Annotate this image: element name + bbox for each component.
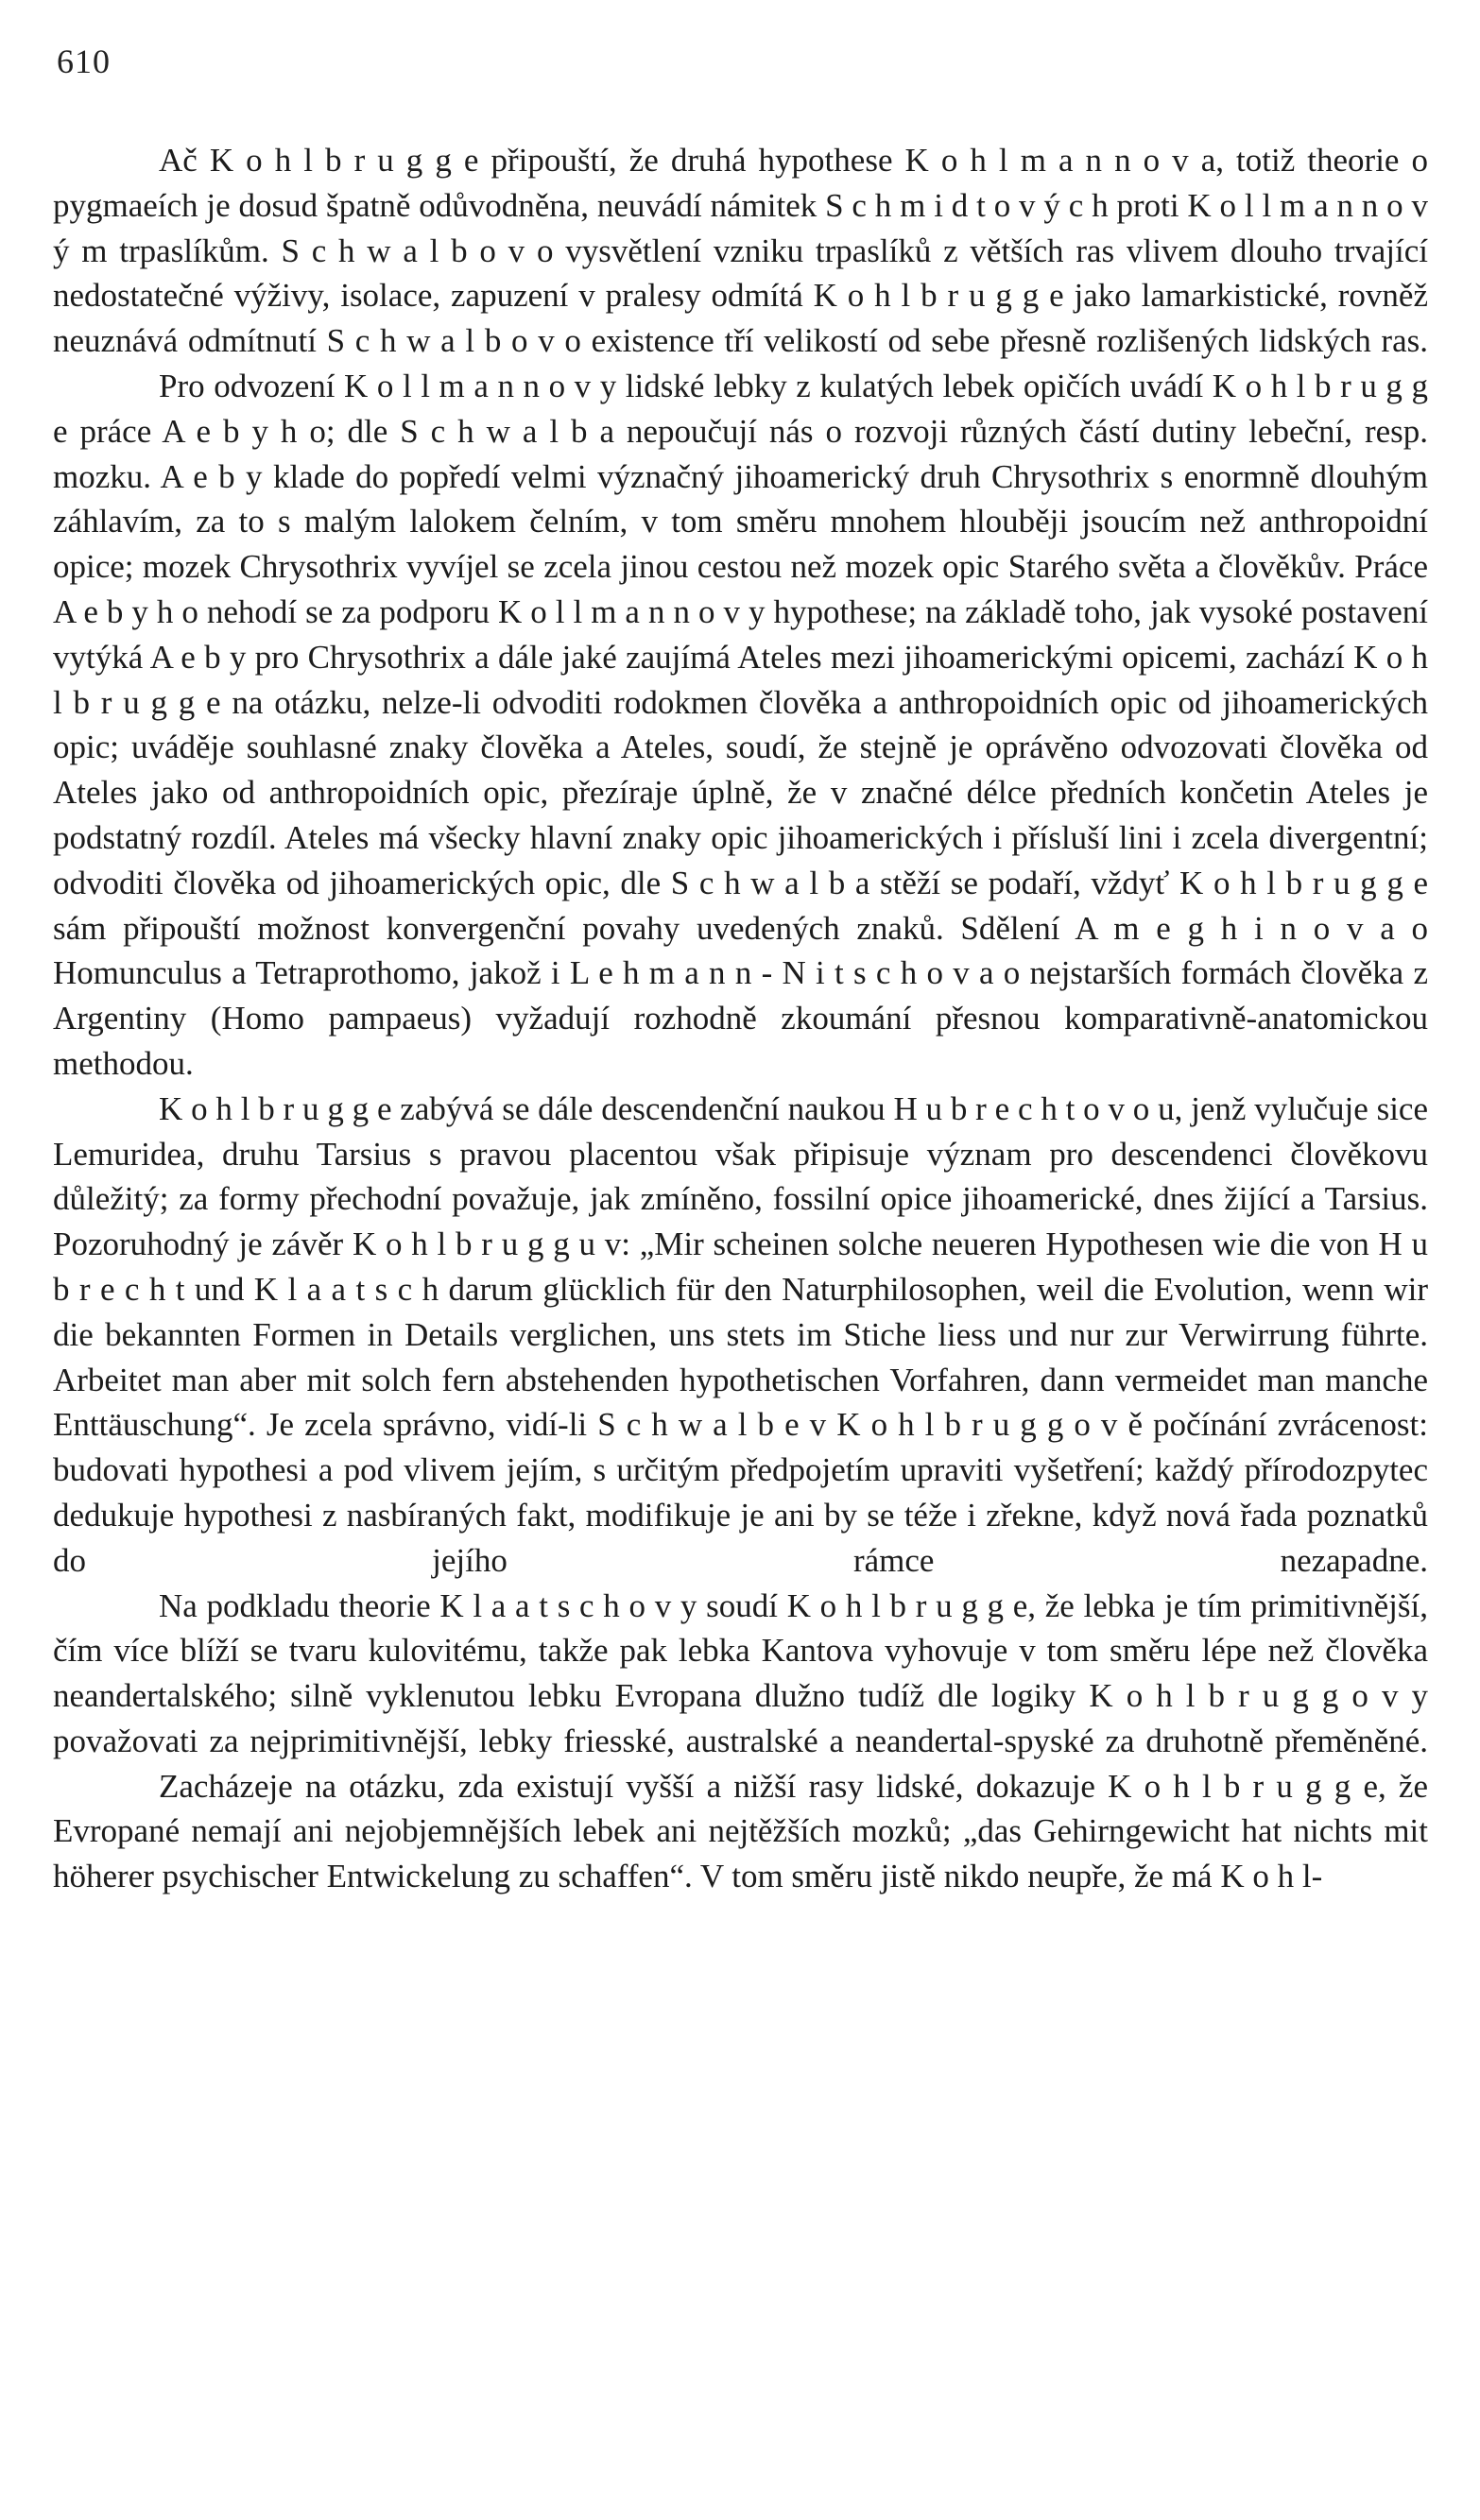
body-text: [53, 138, 1428, 1899]
page-number: 610: [57, 43, 111, 80]
paragraph-4: Na podkladu theorie K l a a t s c h o v y soudí K o h l b r u g g e, že lebka je tím primitivnější, čím více blíží se tvaru kulovitému, takže pak lebka Kantova vyhovuje v tom směru lépe než člověka neandertalského; silně vyklenutou lebku Evropana dlužno tudíž dle logiky K o h l b r u g g o v y považovati za nejprimitivnější, lebky friesské, australské a neandertal-spyské za druhotně přeměněné.: [53, 1586, 1428, 1759]
paragraph-5: Zacházeje na otázku, zda existují vyšší a nižší rasy lidské, dokazuje K o h l b r u g g e, že Evropané nemají ani nejobjemnějších lebek ani nejtěžších mozků; „das Gehirngewicht hat nichts mit höherer psychischer Entwickelung zu schaffen“. V tom směru jistě nikdo neupře, že má K o h l-: [53, 1767, 1428, 1895]
paragraph-3: K o h l b r u g g e zabývá se dále descendenční naukou H u b r e c h t o v o u, jenž vylučuje sice Lemuridea, druhu Tarsius s pravou placentou však připisuje význam pro descendenci člověkovu důležitý; za formy přechodní považuje, jak zmíněno, fossilní opice jihoamerické, dnes žijící a Tarsius. Pozoruhodný je závěr K o h l b r u g g u v: „Mir scheinen solche neueren Hypothesen wie die von H u b r e c h t und K l a a t s c h darum glücklich für den Naturphilosophen, weil die Evolution, wenn wir die bekannten Formen in Details verglichen, uns stets im Stiche liess und nur zur Verwirrung führte. Arbeitet man aber mit solch fern abstehenden hypothetischen Vorfahren, dann vermeidet man manche Enttäuschung“. Je zcela správno, vidí-li S c h w a l b e v K o h l b r u g g o v ě počínání zvrácenost: budovati hypothesi a pod vlivem jejím, s určitým předpojetím upraviti vyšetření; každý přírodozpytec dedukuje hypothesi z nasbíraných fakt, modifikuje je ani by se téže i zřekne, když nová řada poznatků do jejího rámce nezapadne.: [53, 1089, 1428, 1579]
paragraph-1: Ač K o h l b r u g g e připouští, že druhá hypothese K o h l m a n n o v a, totiž theorie o pygmaeích je dosud špatně odůvodněna, neuvádí námitek S c h m i d t o v ý c h proti K o l l m a n n o v ý m trpaslíkům. S c h w a l b o v o vysvětlení vzniku trpaslíků z větších ras vlivem dlouho trvající nedostatečné výživy, isolace, zapuzení v pralesy odmítá K o h l b r u g g e jako lamarkistické, rovněž neuznává odmítnutí S c h w a l b o v o existence tří velikostí od sebe přesně rozlišených lidských ras.: [53, 142, 1428, 360]
paragraph-2: Pro odvození K o l l m a n n o v y lidské lebky z kulatých lebek opičích uvádí K o h l b r u g g e práce A e b y h o; dle S c h w a l b a nepoučují nás o rozvoji různých částí dutiny lebeční, resp. mozku. A e b y klade do popředí velmi význačný jihoamerický druh Chrysothrix s enormně dlouhým záhlavím, za to s malým lalokem čelním, v tom směru mnohem hlouběji jsoucím než anthropoidní opice; mozek Chrysothrix vyvíjel se zcela jinou cestou než mozek opic Starého světa a člověkův. Práce A e b y h o nehodí se za podporu K o l l m a n n o v y hypothese; na základě toho, jak vysoké postavení vytýká A e b y pro Chrysothrix a dále jaké zaujímá Ateles mezi jihoamerickými opicemi, zachází K o h l b r u g g e na otázku, nelze-li odvoditi rodokmen člověka a anthropoidních opic od jihoamerických opic; uváděje souhlasné znaky člověka a Ateles, soudí, že stejně je oprávěno odvozovati člověka od Ateles jako od anthropoidních opic, přezíraje úplně, že v značné délce předních končetin Ateles je podstatný rozdíl. Ateles má všecky hlavní znaky opic jihoamerických i přísluší lini i zcela divergentní; odvoditi člověka od jihoamerických opic, dle S c h w a l b a stěží se podaří, vždyť K o h l b r u g g e sám připouští možnost konvergenční povahy uvedených znaků. Sdělení A m e g h i n o v a o Homunculus a Tetraprothomo, jakož i L e h m a n n - N i t s c h o v a o nejstarších formách člověka z Argentiny (Homo pampaeus) vyžadují rozhodně zkoumání přesnou komparativně-anatomickou methodou.: [53, 367, 1428, 1082]
